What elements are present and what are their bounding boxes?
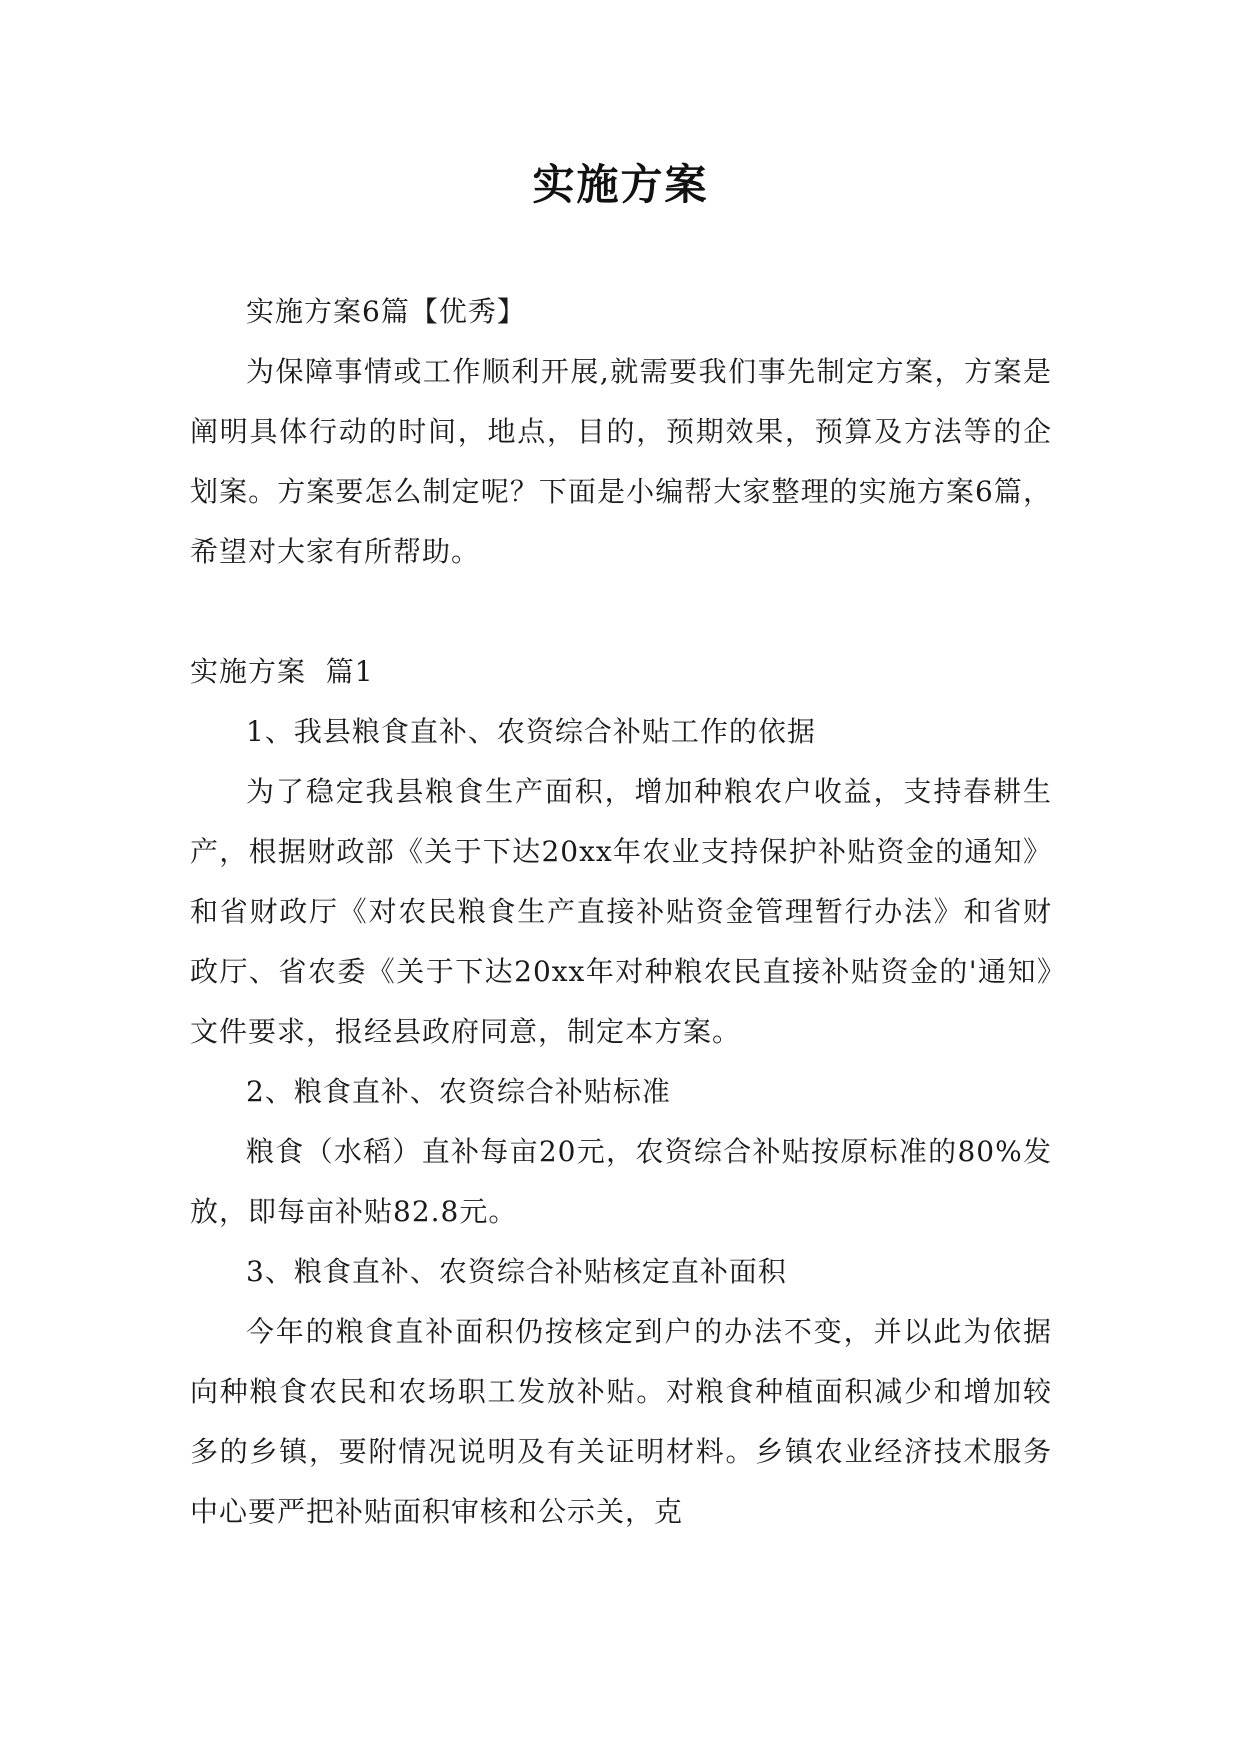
intro-subtitle: 实施方案6篇【优秀】 [246,295,526,328]
section-item-heading-3: 3、粮食直补、农资综合补贴核定直补面积 [246,1255,787,1288]
page-title: 实施方案 [532,160,709,209]
section-item-heading-1: 1、我县粮食直补、农资综合补贴工作的依据 [246,715,816,748]
section-heading: 实施方案 篇1 [190,655,374,688]
section-paragraph-3: 今年的粮食直补面积仍按核定到户的办法不变，并以此为依据向种粮食农民和农场职工发放补贴。对粮食种植面积减少和增加较多的乡镇，要附情况说明及有关证明材料。乡镇农业经济技术服务中心要严把补贴面积审核和公示关，克 [190,1315,1052,1528]
section-item-heading-2: 2、粮食直补、农资综合补贴标准 [246,1075,671,1108]
section-paragraph-1: 为了稳定我县粮食生产面积，增加种粮农户收益，支持春耕生产，根据财政部《关于下达20xx年农业支持保护补贴资金的通知》和省财政厅《对农民粮食生产直接补贴资金管理暂行办法》和省财政厅、省农委《关于下达20xx年对种粮农民直接补贴资金的'通知》文件要求，报经县政府同意，制定本方案。 [190,775,1052,1048]
section-paragraph-2: 粮食（水稻）直补每亩20元，农资综合补贴按原标准的80%发放，即每亩补贴82.8元。 [190,1135,1052,1228]
document-body [190,282,1052,1542]
intro-paragraph: 为保障事情或工作顺利开展,就需要我们事先制定方案，方案是阐明具体行动的时间，地点，目的，预期效果，预算及方法等的企划案。方案要怎么制定呢？下面是小编帮大家整理的实施方案6篇，希望对大家有所帮助。 [190,355,1052,568]
paragraph-spacer [190,582,1052,642]
